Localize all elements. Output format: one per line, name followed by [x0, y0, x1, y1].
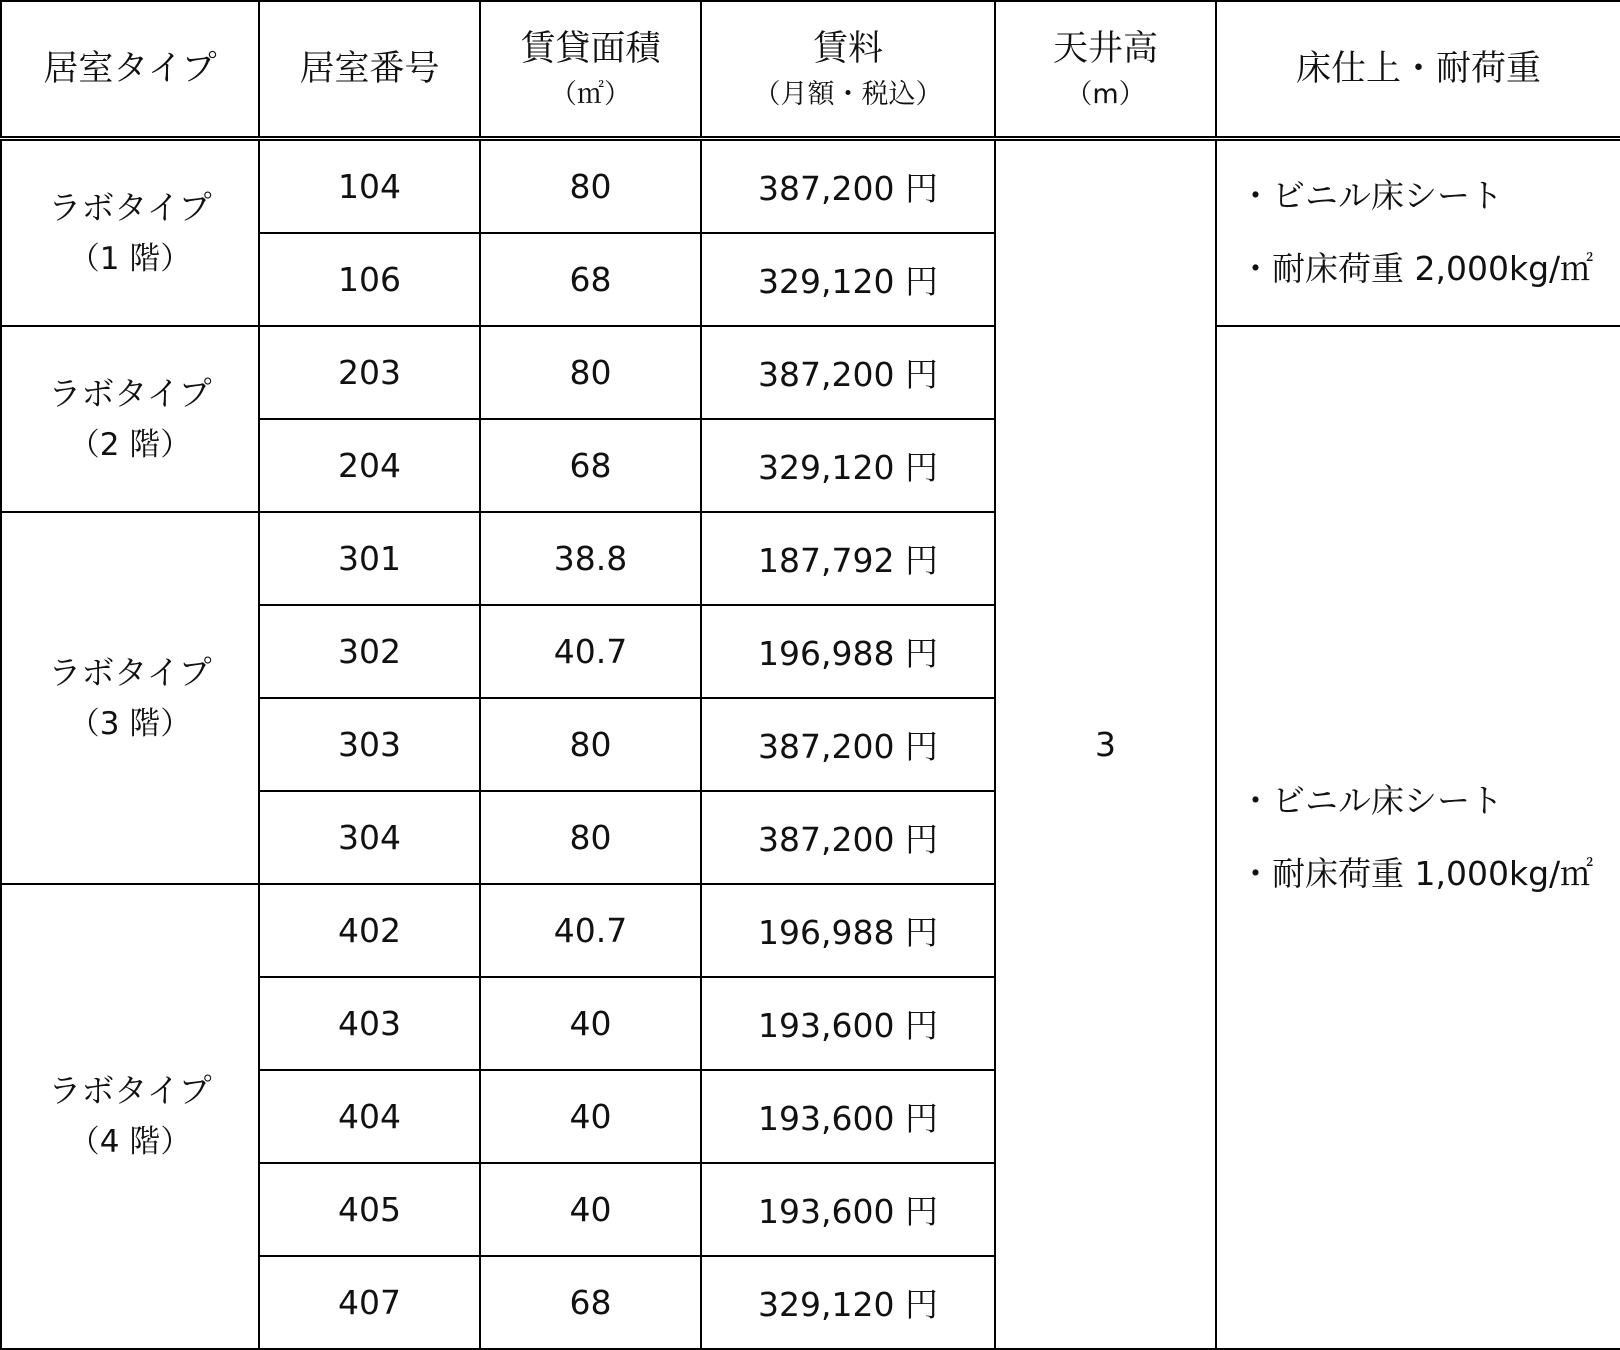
- room-number-cell: 304: [259, 791, 480, 884]
- header-room-number-label: 居室番号: [299, 48, 440, 89]
- room-type-label: ラボタイプ: [48, 1071, 212, 1111]
- room-type-cell: [1, 512, 259, 884]
- room-type-cell: [1, 884, 259, 1349]
- header-room-type: [1, 1, 259, 139]
- area-cell: 68: [480, 419, 701, 512]
- floor-finish-text: ・ビニル床シート: [1239, 780, 1503, 820]
- header-floor-label: 床仕上・耐荷重: [1295, 48, 1541, 89]
- area-cell: 40: [480, 1163, 701, 1256]
- rent-cell: 196,988 円: [701, 884, 995, 977]
- rent-cell: 193,600 円: [701, 977, 995, 1070]
- room-floor-label: （3 階）: [68, 705, 192, 742]
- rent-cell: 387,200 円: [701, 698, 995, 791]
- floor-load-text: ・耐床荷重 1,000kg/㎡: [1239, 853, 1594, 893]
- rent-cell: 387,200 円: [701, 139, 995, 234]
- room-number-cell: 405: [259, 1163, 480, 1256]
- header-ceiling: [995, 1, 1216, 139]
- rent-cell: 329,120 円: [701, 233, 995, 326]
- room-number-cell: 402: [259, 884, 480, 977]
- room-number-cell: 203: [259, 326, 480, 419]
- header-area-unit: （㎡）: [550, 78, 631, 110]
- rent-cell: 196,988 円: [701, 605, 995, 698]
- room-type-label: ラボタイプ: [48, 187, 212, 227]
- header-rent-unit: （月額・税込）: [753, 78, 943, 110]
- header-rent-label: 賃料: [812, 29, 883, 70]
- header-ceiling-label: 天井高: [1052, 29, 1158, 70]
- table-row: [1, 139, 1620, 234]
- room-type-label: ラボタイプ: [48, 373, 212, 413]
- header-rent: [701, 1, 995, 139]
- room-type-label: ラボタイプ: [48, 652, 212, 692]
- area-cell: 68: [480, 1256, 701, 1349]
- floor-spec-cell: [1216, 326, 1620, 1349]
- header-area: [480, 1, 701, 139]
- room-number-cell: 303: [259, 698, 480, 791]
- table-row: [1, 326, 1620, 419]
- area-cell: 38.8: [480, 512, 701, 605]
- room-number-cell: 301: [259, 512, 480, 605]
- rent-cell: 329,120 円: [701, 419, 995, 512]
- header-ceiling-unit: （m）: [1065, 78, 1146, 110]
- rent-cell: 187,792 円: [701, 512, 995, 605]
- floor-spec-cell: [1216, 139, 1620, 327]
- area-cell: 40: [480, 977, 701, 1070]
- room-floor-label: （1 階）: [68, 240, 192, 277]
- rent-cell: 329,120 円: [701, 1256, 995, 1349]
- area-cell: 80: [480, 326, 701, 419]
- room-number-cell: 204: [259, 419, 480, 512]
- area-cell: 40.7: [480, 884, 701, 977]
- rent-cell: 387,200 円: [701, 326, 995, 419]
- room-number-cell: 302: [259, 605, 480, 698]
- header-area-label: 賃貸面積: [520, 29, 661, 70]
- room-number-cell: 407: [259, 1256, 480, 1349]
- room-type-cell: [1, 326, 259, 512]
- header-room-type-label: 居室タイプ: [43, 48, 217, 89]
- area-cell: 80: [480, 139, 701, 234]
- area-cell: 68: [480, 233, 701, 326]
- floor-load-text: ・耐床荷重 2,000kg/㎡: [1239, 249, 1594, 288]
- room-floor-label: （2 階）: [68, 426, 192, 463]
- header-room-number: [259, 1, 480, 139]
- room-number-cell: 403: [259, 977, 480, 1070]
- rent-cell: 193,600 円: [701, 1070, 995, 1163]
- area-cell: 80: [480, 698, 701, 791]
- room-type-cell: [1, 139, 259, 327]
- header-floor: [1216, 1, 1620, 139]
- room-number-cell: 106: [259, 233, 480, 326]
- rent-cell: 193,600 円: [701, 1163, 995, 1256]
- area-cell: 40: [480, 1070, 701, 1163]
- area-cell: 40.7: [480, 605, 701, 698]
- area-cell: 80: [480, 791, 701, 884]
- ceiling-height-cell: 3: [995, 139, 1216, 1350]
- header-row: [1, 1, 1620, 139]
- floor-finish-text: ・ビニル床シート: [1239, 176, 1503, 216]
- rent-cell: 387,200 円: [701, 791, 995, 884]
- room-number-cell: 404: [259, 1070, 480, 1163]
- room-floor-label: （4 階）: [68, 1124, 192, 1161]
- room-number-cell: 104: [259, 139, 480, 234]
